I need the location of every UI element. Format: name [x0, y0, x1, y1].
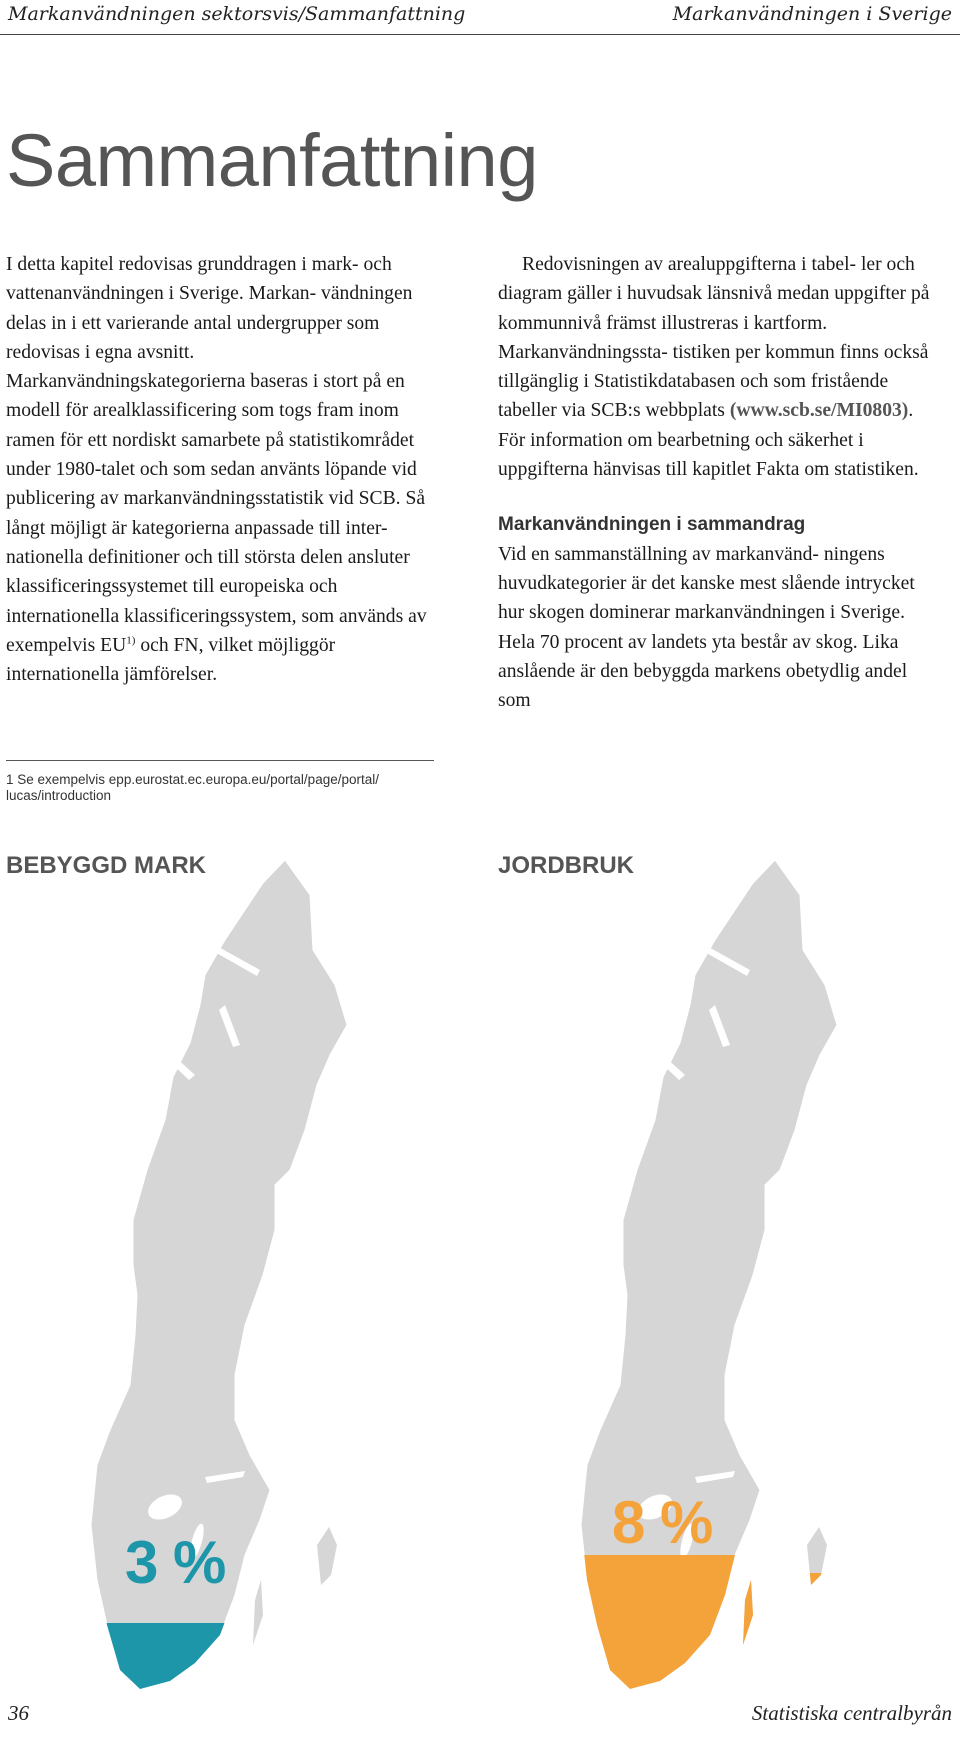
built-up-percent: 3 % [125, 1529, 226, 1596]
right-column [498, 250, 944, 715]
header-left: Markanvändningen sektorsvis/Sammanfattning [8, 3, 466, 25]
map-agriculture [575, 855, 845, 1705]
right-paragraph-2: Vid en sammanställning av markanvänd- ningens huvudkategorier är det kanske mest slående intrycket hur skogen dominerar markanvändningen i Sverige. Hela 70 procent av landets yta består av skog. Lika anslående är den bebyggda markens obetydlig andel som [498, 543, 915, 712]
publisher-name: Statistiska centralbyrån [751, 1701, 952, 1725]
right-paragraph-1 [498, 250, 944, 484]
gotland-island [317, 1527, 337, 1585]
right-paragraph-1-text-a: Redovisningen av arealuppgifterna i tabel- ler och diagram gäller i huvudsak länsnivå medan uppgifter på kommunnivå främst illustreras i kartform. Markanvändningssta- tistiken per kommun finns också tillgänglig i Statistikdatabasen och som fristående tabeller via SCB:s webbplats [498, 254, 930, 422]
left-paragraph-text-b: och FN, vilket möjliggör internationella jämförelser. [6, 634, 336, 686]
page-title: Sammanfattning [6, 119, 538, 202]
agriculture-percent: 8 % [612, 1489, 713, 1556]
sweden-map-agriculture [575, 855, 845, 1705]
footnote-rule [6, 760, 434, 761]
section-subheading: Markanvändningen i sammandrag [498, 514, 806, 536]
running-header [0, 0, 960, 35]
oland-island [253, 1580, 263, 1645]
scb-link[interactable]: (www.scb.se/MI0803) [729, 400, 909, 422]
left-column [6, 250, 438, 689]
left-paragraph [6, 250, 438, 689]
map-label-built-up: BEBYGGD MARK [6, 852, 207, 879]
footnote: 1 Se exempelvis epp.eurostat.ec.europa.eu/portal/page/portal/ lucas/introduction [6, 772, 379, 803]
header-right: Markanvändningen i Sverige [672, 3, 952, 25]
page-number: 36 [8, 1701, 29, 1725]
agriculture-share-fill [575, 1555, 845, 1705]
footnote-ref: 1) [126, 634, 136, 647]
left-paragraph-text-a: I detta kapitel redovisas grunddragen i mark- och vattenanvändningen i Sverige. Markan- vändningen delas in i ett varierande antal undergrupper som redovisas i egna avsnitt. Markanvändningskategorierna baseras i stort på en modell för arealklassificering som togs fram inom ramen för ett nordiskt samarbete på statistikområdet under 1980-talet och som sedan använts löpande vid publicering av markanvändningsstatistik vid SCB. Så långt möjligt är kategorierna anpassade till inter- nationella definitioner och till största delen ansluter klassificeringssystemet till europeiska och internationella klassificeringssystem, som används av exempelvis EU [6, 254, 427, 656]
map-label-agriculture: JORDBRUK [498, 852, 635, 879]
right-paragraph-1-text-b: . För information om bearbetning och säkerhet i uppgifterna hänvisas till kapitlet Fakta om statistiken. [498, 400, 919, 481]
